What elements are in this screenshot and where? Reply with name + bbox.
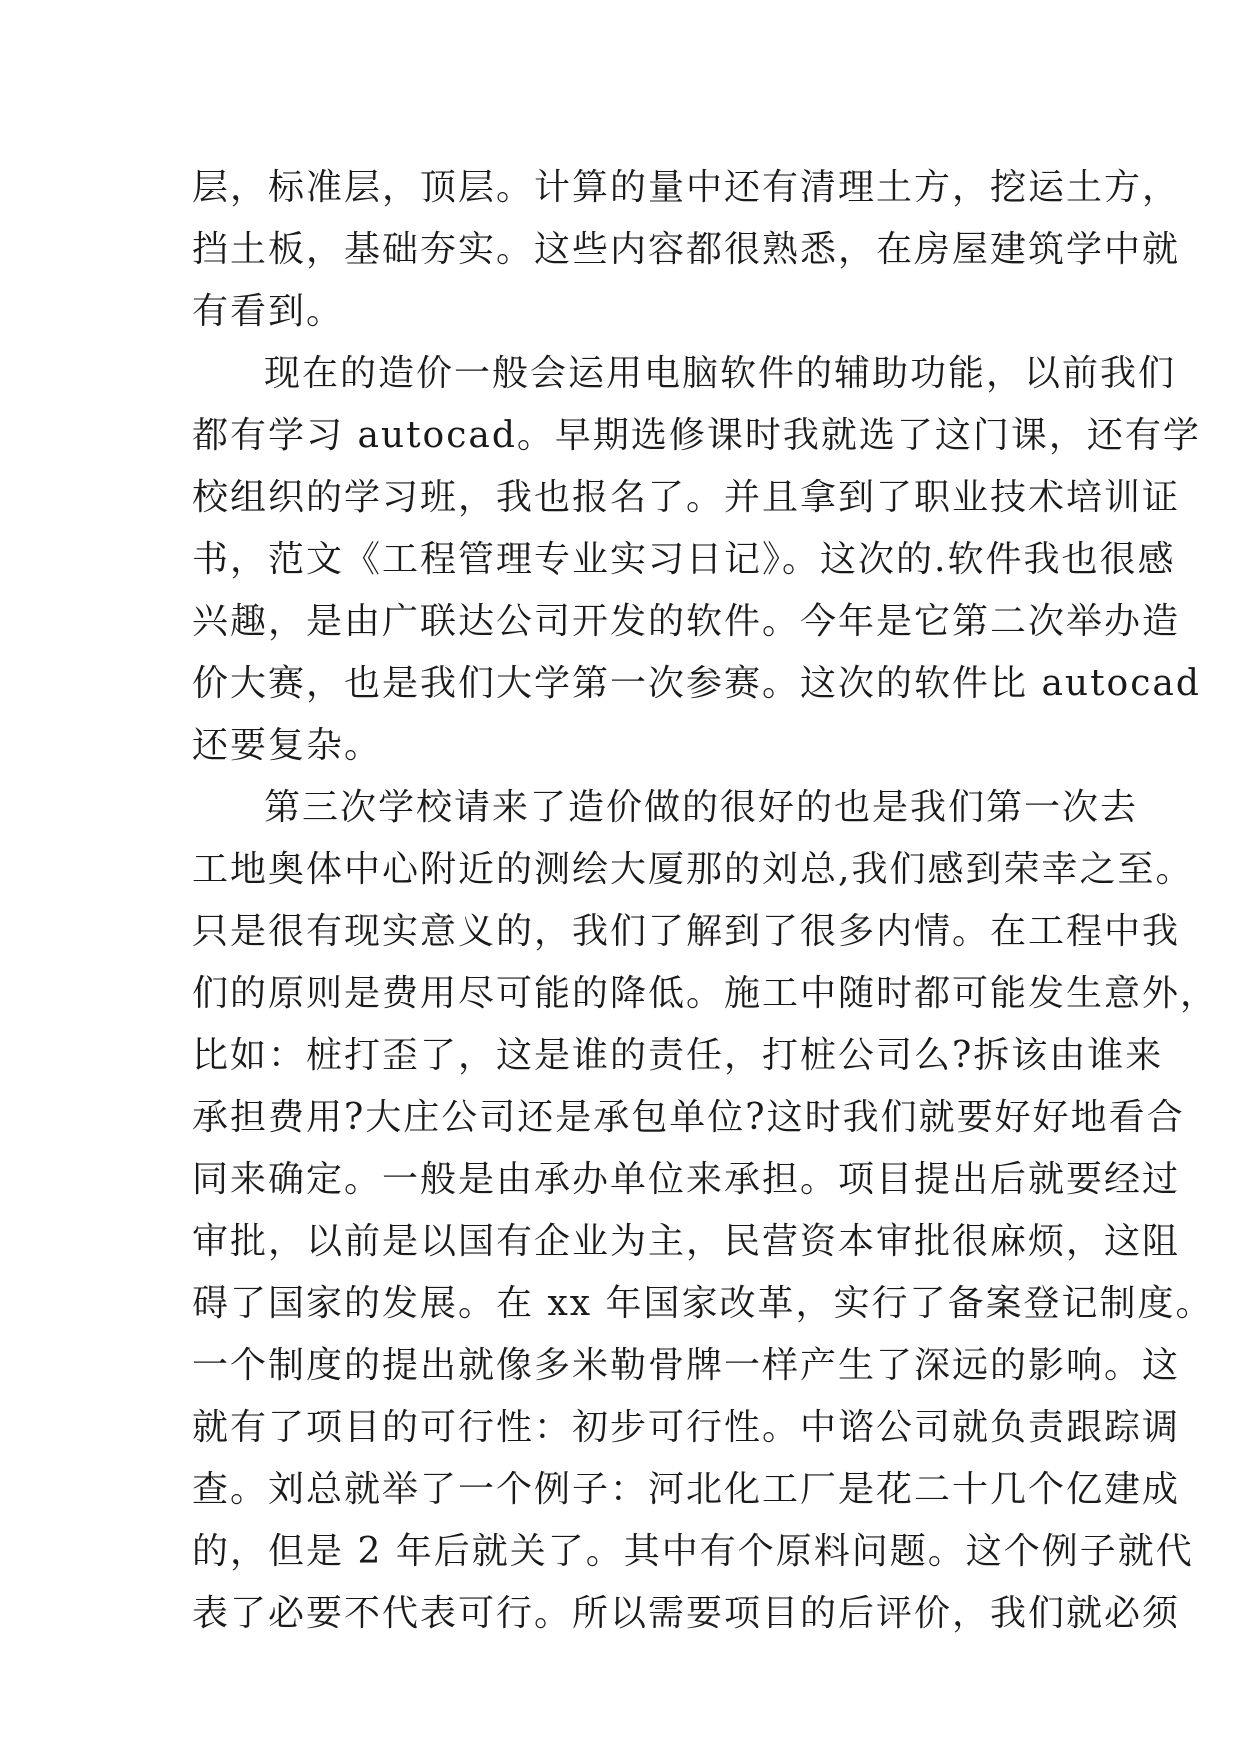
text-line: 兴趣，是由广联达公司开发的软件。今年是它第二次举办造 (192, 601, 1181, 642)
text-line: 的，但是 2 年后就关了。其中有个原料问题。这个例子就代 (192, 1531, 1194, 1572)
text-line: 工地奥体中心附近的测绘大厦那的刘总,我们感到荣幸之至。 (192, 849, 1194, 890)
text-line: 书，范文《工程管理专业实习日记》。这次的.软件我也很感 (192, 539, 1176, 580)
text-line: 审批，以前是以国有企业为主，民营资本审批很麻烦，这阻 (192, 1221, 1181, 1262)
text-line: 只是很有现实意义的，我们了解到了很多内情。在工程中我 (192, 911, 1181, 952)
text-line: 都有学习 autocad。早期选修课时我就选了这门课，还有学 (192, 415, 1201, 456)
text-line: 价大赛，也是我们大学第一次参赛。这次的软件比 autocad (192, 663, 1201, 704)
text-line: 就有了项目的可行性：初步可行性。中谘公司就负责跟踪调 (192, 1407, 1181, 1448)
text-line: 碍了国家的发展。在 xx 年国家改革，实行了备案登记制度。 (192, 1283, 1214, 1324)
text-line: 校组织的学习班，我也报名了。并且拿到了职业技术培训证 (192, 477, 1181, 518)
text-line: 挡土板，基础夯实。这些内容都很熟悉，在房屋建筑学中就 (192, 229, 1181, 270)
text-line: 还要复杂。 (192, 725, 383, 766)
text-line: 承担费用?大庄公司还是承包单位?这时我们就要好好地看合 (192, 1097, 1185, 1138)
text-line: 有看到。 (192, 291, 345, 332)
text-line: 表了必要不代表可行。所以需要项目的后评价，我们就必须 (192, 1593, 1181, 1634)
text-line: 比如：桩打歪了，这是谁的责任，打桩公司么?拆该由谁来 (192, 1035, 1164, 1076)
text-line: 们的原则是费用尽可能的降低。施工中随时都可能发生意外， (192, 973, 1219, 1014)
paragraph-first-line: 现在的造价一般会运用电脑软件的辅助功能，以前我们 (264, 353, 1177, 394)
text-line: 层，标准层，顶层。计算的量中还有清理土方，挖运土方， (192, 167, 1181, 208)
text-line: 一个制度的提出就像多米勒骨牌一样产生了深远的影响。这 (192, 1345, 1181, 1386)
text-line: 同来确定。一般是由承办单位来承担。项目提出后就要经过 (192, 1159, 1181, 1200)
text-line: 查。刘总就举了一个例子：河北化工厂是花二十几个亿建成 (192, 1469, 1181, 1510)
body-text (192, 157, 1219, 1645)
paragraph-first-line: 第三次学校请来了造价做的很好的也是我们第一次去 (264, 787, 1139, 828)
